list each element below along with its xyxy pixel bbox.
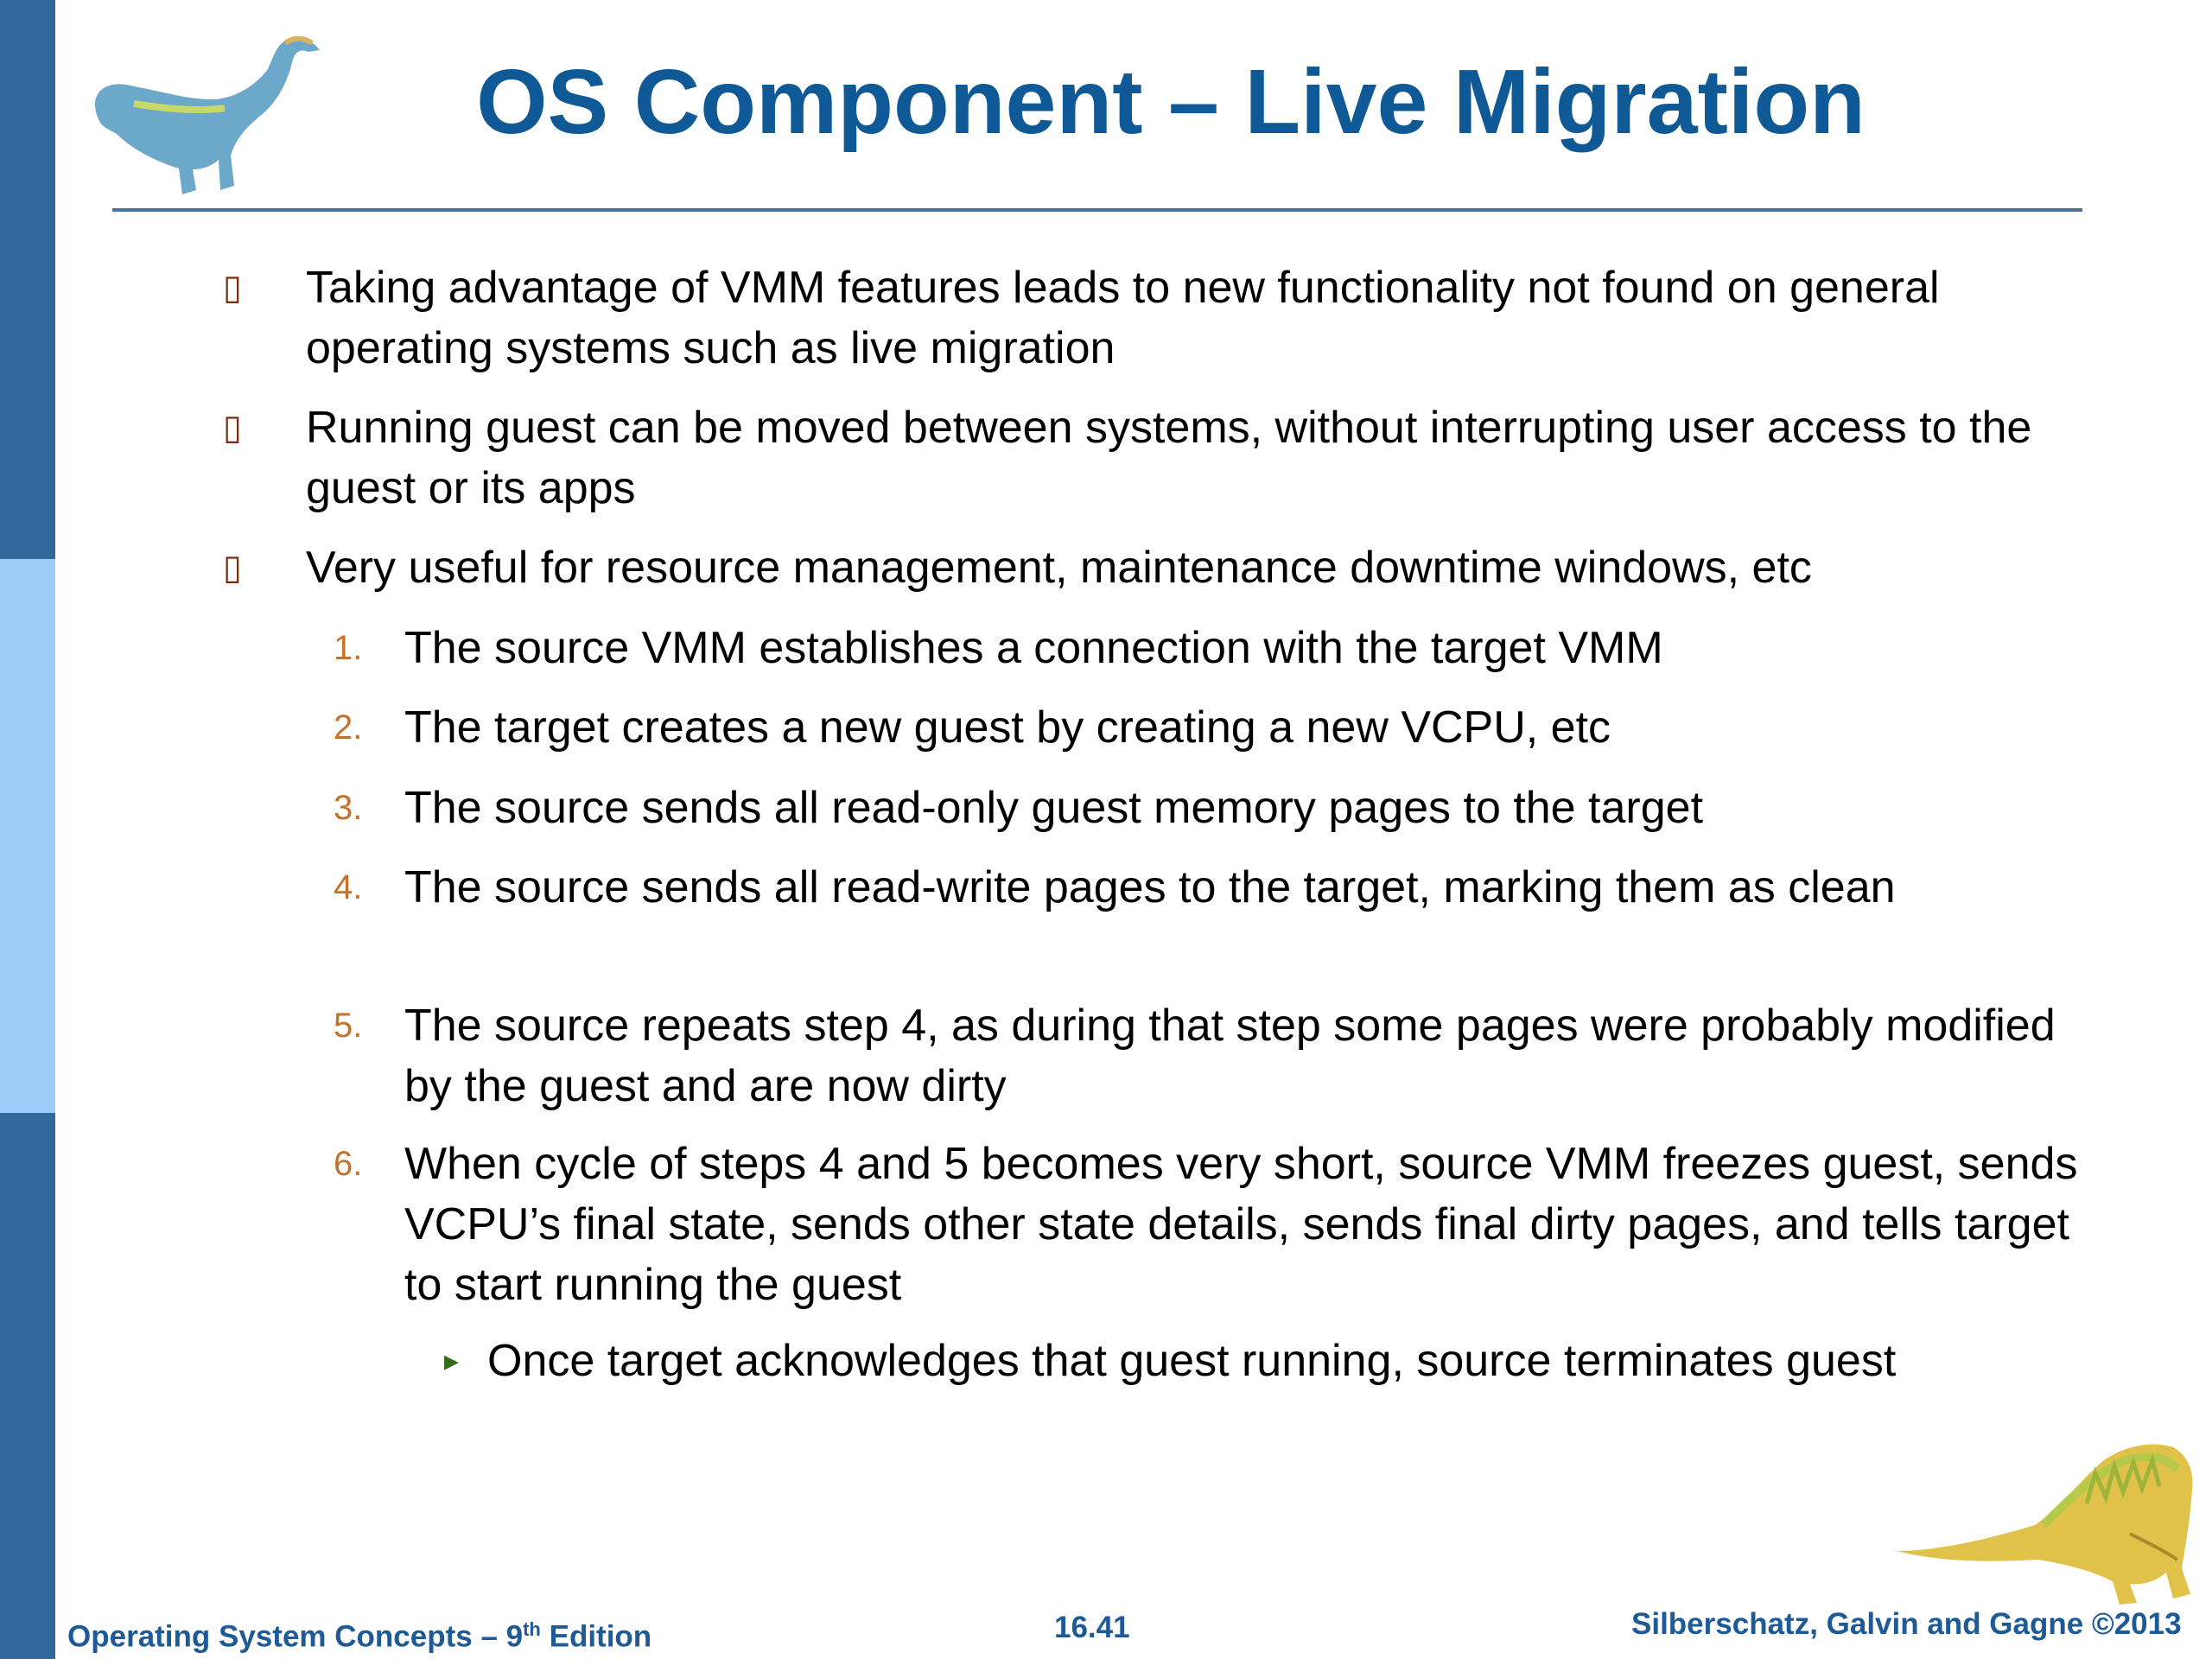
footer-book-title [67, 1611, 652, 1656]
step-text: The source VMM establishes a connection with the target VMM [404, 623, 1663, 673]
slide-title: OS Component – Live Migration [476, 51, 1866, 153]
bullet-glyph: ▯ [223, 269, 243, 307]
step-number: 6. [334, 1145, 363, 1183]
bullet-text: Running guest can be moved between systems, without interrupting user access to the guest or its apps [306, 403, 2032, 513]
sidebar-light-segment [0, 559, 55, 1113]
sub-bullet-text: Once target acknowledges that guest running, source terminates guest [487, 1336, 1897, 1386]
left-sidebar-band [0, 0, 55, 1659]
bullet-glyph: ▯ [223, 549, 243, 587]
step-text: The source sends all read-only guest memory pages to the target [404, 783, 1704, 833]
step-text: The source repeats step 4, as during that step some pages were probably modified by the guest and are now dirty [404, 1001, 2056, 1111]
footer-page-number: 16.41 [1054, 1611, 1130, 1644]
step-number: 1. [334, 629, 363, 667]
step-text: When cycle of steps 4 and 5 becomes very short, source VMM freezes guest, sends VCPU’s final state, sends other state details, sends final dirty pages, and tells target to start running the guest [404, 1139, 2078, 1310]
title-underline [112, 208, 2082, 212]
footer-edition-sup: th [523, 1618, 541, 1640]
step-number: 5. [334, 1007, 363, 1045]
step-number: 3. [334, 789, 363, 827]
bullet-text: Taking advantage of VMM features leads to new functionality not found on general operating systems such as live migration [306, 263, 1940, 373]
step-text: The source sends all read-write pages to the target, marking them as clean [404, 862, 1896, 912]
step-text: The target creates a new guest by creating a new VCPU, etc [404, 702, 1611, 753]
footer-authors: Silberschatz, Galvin and Gagne ©2013 [1631, 1607, 2182, 1641]
dinosaur-footer-icon [1888, 1421, 2203, 1611]
step-number: 2. [334, 709, 363, 747]
bullet-glyph: ▯ [223, 409, 243, 447]
bullet-text: Very useful for resource management, maintenance downtime windows, etc [306, 543, 1812, 593]
footer-left-prefix: Operating System Concepts – 9 [67, 1619, 524, 1654]
footer-left-suffix: Edition [540, 1619, 652, 1654]
step-number: 4. [334, 868, 363, 906]
triangle-bullet-icon: ▸ [444, 1344, 460, 1377]
